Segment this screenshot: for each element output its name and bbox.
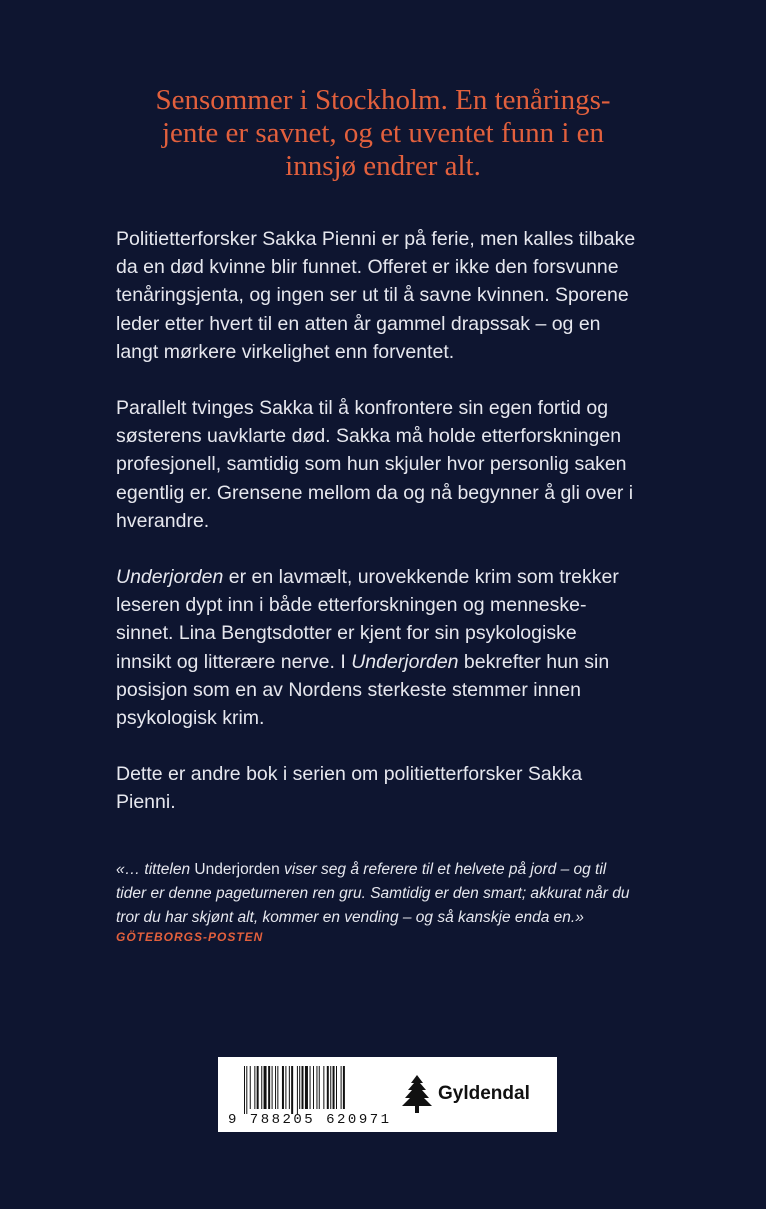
text-line: Parallelt tvinges Sakka til å konfrontere sin egen fortid og bbox=[116, 397, 609, 420]
text-fragment: «… tittelen bbox=[116, 861, 195, 878]
barcode-bar bbox=[343, 1066, 345, 1109]
barcode-bar bbox=[268, 1066, 270, 1109]
text-line: leseren dypt inn i både etterforskningen og menneske- bbox=[116, 594, 587, 617]
barcode-bar bbox=[254, 1066, 255, 1109]
barcode-bar bbox=[285, 1066, 286, 1109]
barcode-bar bbox=[333, 1066, 335, 1109]
text-line: egentlig er. Grensene mellom da og nå begynner å gli over i bbox=[116, 481, 634, 504]
barcode-bar bbox=[330, 1066, 331, 1109]
paragraph-3 bbox=[116, 563, 676, 732]
barcode-bar bbox=[250, 1066, 251, 1109]
barcode-bar bbox=[272, 1066, 273, 1109]
barcode-bar bbox=[275, 1066, 276, 1109]
barcode-bar bbox=[313, 1066, 314, 1109]
text-line: sinnet. Lina Bengtsdotter er kjent for sin psykologiske bbox=[116, 622, 577, 645]
text-line: langt mørkere virkelighet enn forventet. bbox=[116, 340, 455, 363]
barcode-bar bbox=[327, 1066, 329, 1109]
text-line: hverandre. bbox=[116, 509, 210, 532]
text-line: Dette er andre bok i serien om politietterforsker Sakka bbox=[116, 763, 583, 786]
isbn-number: 9 788205 620971 bbox=[228, 1112, 392, 1128]
text-line: Pienni. bbox=[116, 791, 176, 814]
book-title: Underjorden bbox=[116, 566, 224, 589]
barcode-panel bbox=[218, 1057, 557, 1132]
barcode-bar bbox=[323, 1066, 324, 1109]
barcode-bar bbox=[305, 1066, 308, 1109]
barcode-bar bbox=[257, 1066, 259, 1109]
text-line: da en død kvinne blir funnet. Offeret er ikke den forsvunne bbox=[116, 256, 619, 279]
text-fragment: er en lavmælt, urovekkende krim som trekker bbox=[223, 566, 619, 589]
barcode-bar bbox=[316, 1066, 317, 1109]
text-line: profesjonell, samtidig som hun skjuler hvor personlig saken bbox=[116, 453, 627, 476]
spruce-tree-icon bbox=[402, 1075, 432, 1113]
text-fragment: innsikt og litterære nerve. I bbox=[116, 650, 352, 673]
headline-line: innsjø endrer alt. bbox=[285, 150, 481, 182]
book-title: Underjorden bbox=[351, 650, 459, 673]
barcode-bar bbox=[291, 1066, 293, 1114]
headline-line: Sensommer i Stockholm. En tenårings- bbox=[155, 84, 611, 116]
quote-line: tider er denne pageturneren ren gru. Samtidig er den smart; akkurat når du bbox=[116, 884, 630, 902]
headline-line: jente er savnet, og et uventet funn i en bbox=[161, 117, 605, 149]
barcode-bar bbox=[282, 1066, 284, 1109]
barcode-bar bbox=[297, 1066, 298, 1114]
barcode-bar bbox=[336, 1066, 337, 1109]
barcode-bar bbox=[277, 1066, 278, 1109]
paragraph-4 bbox=[116, 760, 676, 816]
text-fragment: viser seg å referere til et helvete på jord – og til bbox=[279, 861, 607, 878]
text-line: psykologisk krim. bbox=[116, 707, 265, 730]
publisher-logo bbox=[402, 1075, 530, 1113]
text-fragment: bekrefter hun sin bbox=[458, 650, 610, 673]
quote-line: tror du har skjønt alt, kommer en vending – og så kanskje enda en.» bbox=[116, 908, 584, 926]
book-title: Underjorden bbox=[194, 861, 280, 878]
text-line: Politietterforsker Sakka Pienni er på ferie, men kalles tilbake bbox=[116, 228, 636, 250]
quote-source: GÖTEBORGS-POSTEN bbox=[116, 930, 264, 944]
text-line bbox=[116, 563, 676, 591]
barcode-bar bbox=[302, 1066, 304, 1109]
paragraph-2 bbox=[116, 394, 676, 535]
barcode-bar bbox=[310, 1066, 311, 1109]
text-line: leder etter hvert til en atten år gammel drapssak – og en bbox=[116, 312, 601, 335]
headline bbox=[100, 84, 666, 183]
review-quote bbox=[116, 858, 676, 929]
text-line: posisjon som en av Nordens sterkeste stemmer innen bbox=[116, 678, 581, 701]
text-line bbox=[116, 648, 676, 676]
barcode-bar bbox=[341, 1066, 342, 1109]
barcode-bar bbox=[299, 1066, 300, 1109]
paragraph-1 bbox=[116, 225, 676, 366]
text-line: søsterens uavklarte død. Sakka må holde etterforskningen bbox=[116, 425, 622, 448]
quote-line bbox=[116, 858, 676, 882]
barcode bbox=[244, 1066, 385, 1114]
barcode-bar bbox=[261, 1066, 262, 1109]
barcode-bar bbox=[244, 1066, 245, 1114]
blurb bbox=[116, 225, 676, 845]
barcode-bar bbox=[319, 1066, 320, 1109]
barcode-bar bbox=[246, 1066, 247, 1114]
text-line: tenåringsjenta, og ingen ser ut til å savne kvinnen. Sporene bbox=[116, 284, 629, 307]
barcode-bar bbox=[264, 1066, 267, 1109]
barcode-bar bbox=[289, 1066, 290, 1109]
publisher-name: Gyldendal bbox=[438, 1083, 530, 1104]
